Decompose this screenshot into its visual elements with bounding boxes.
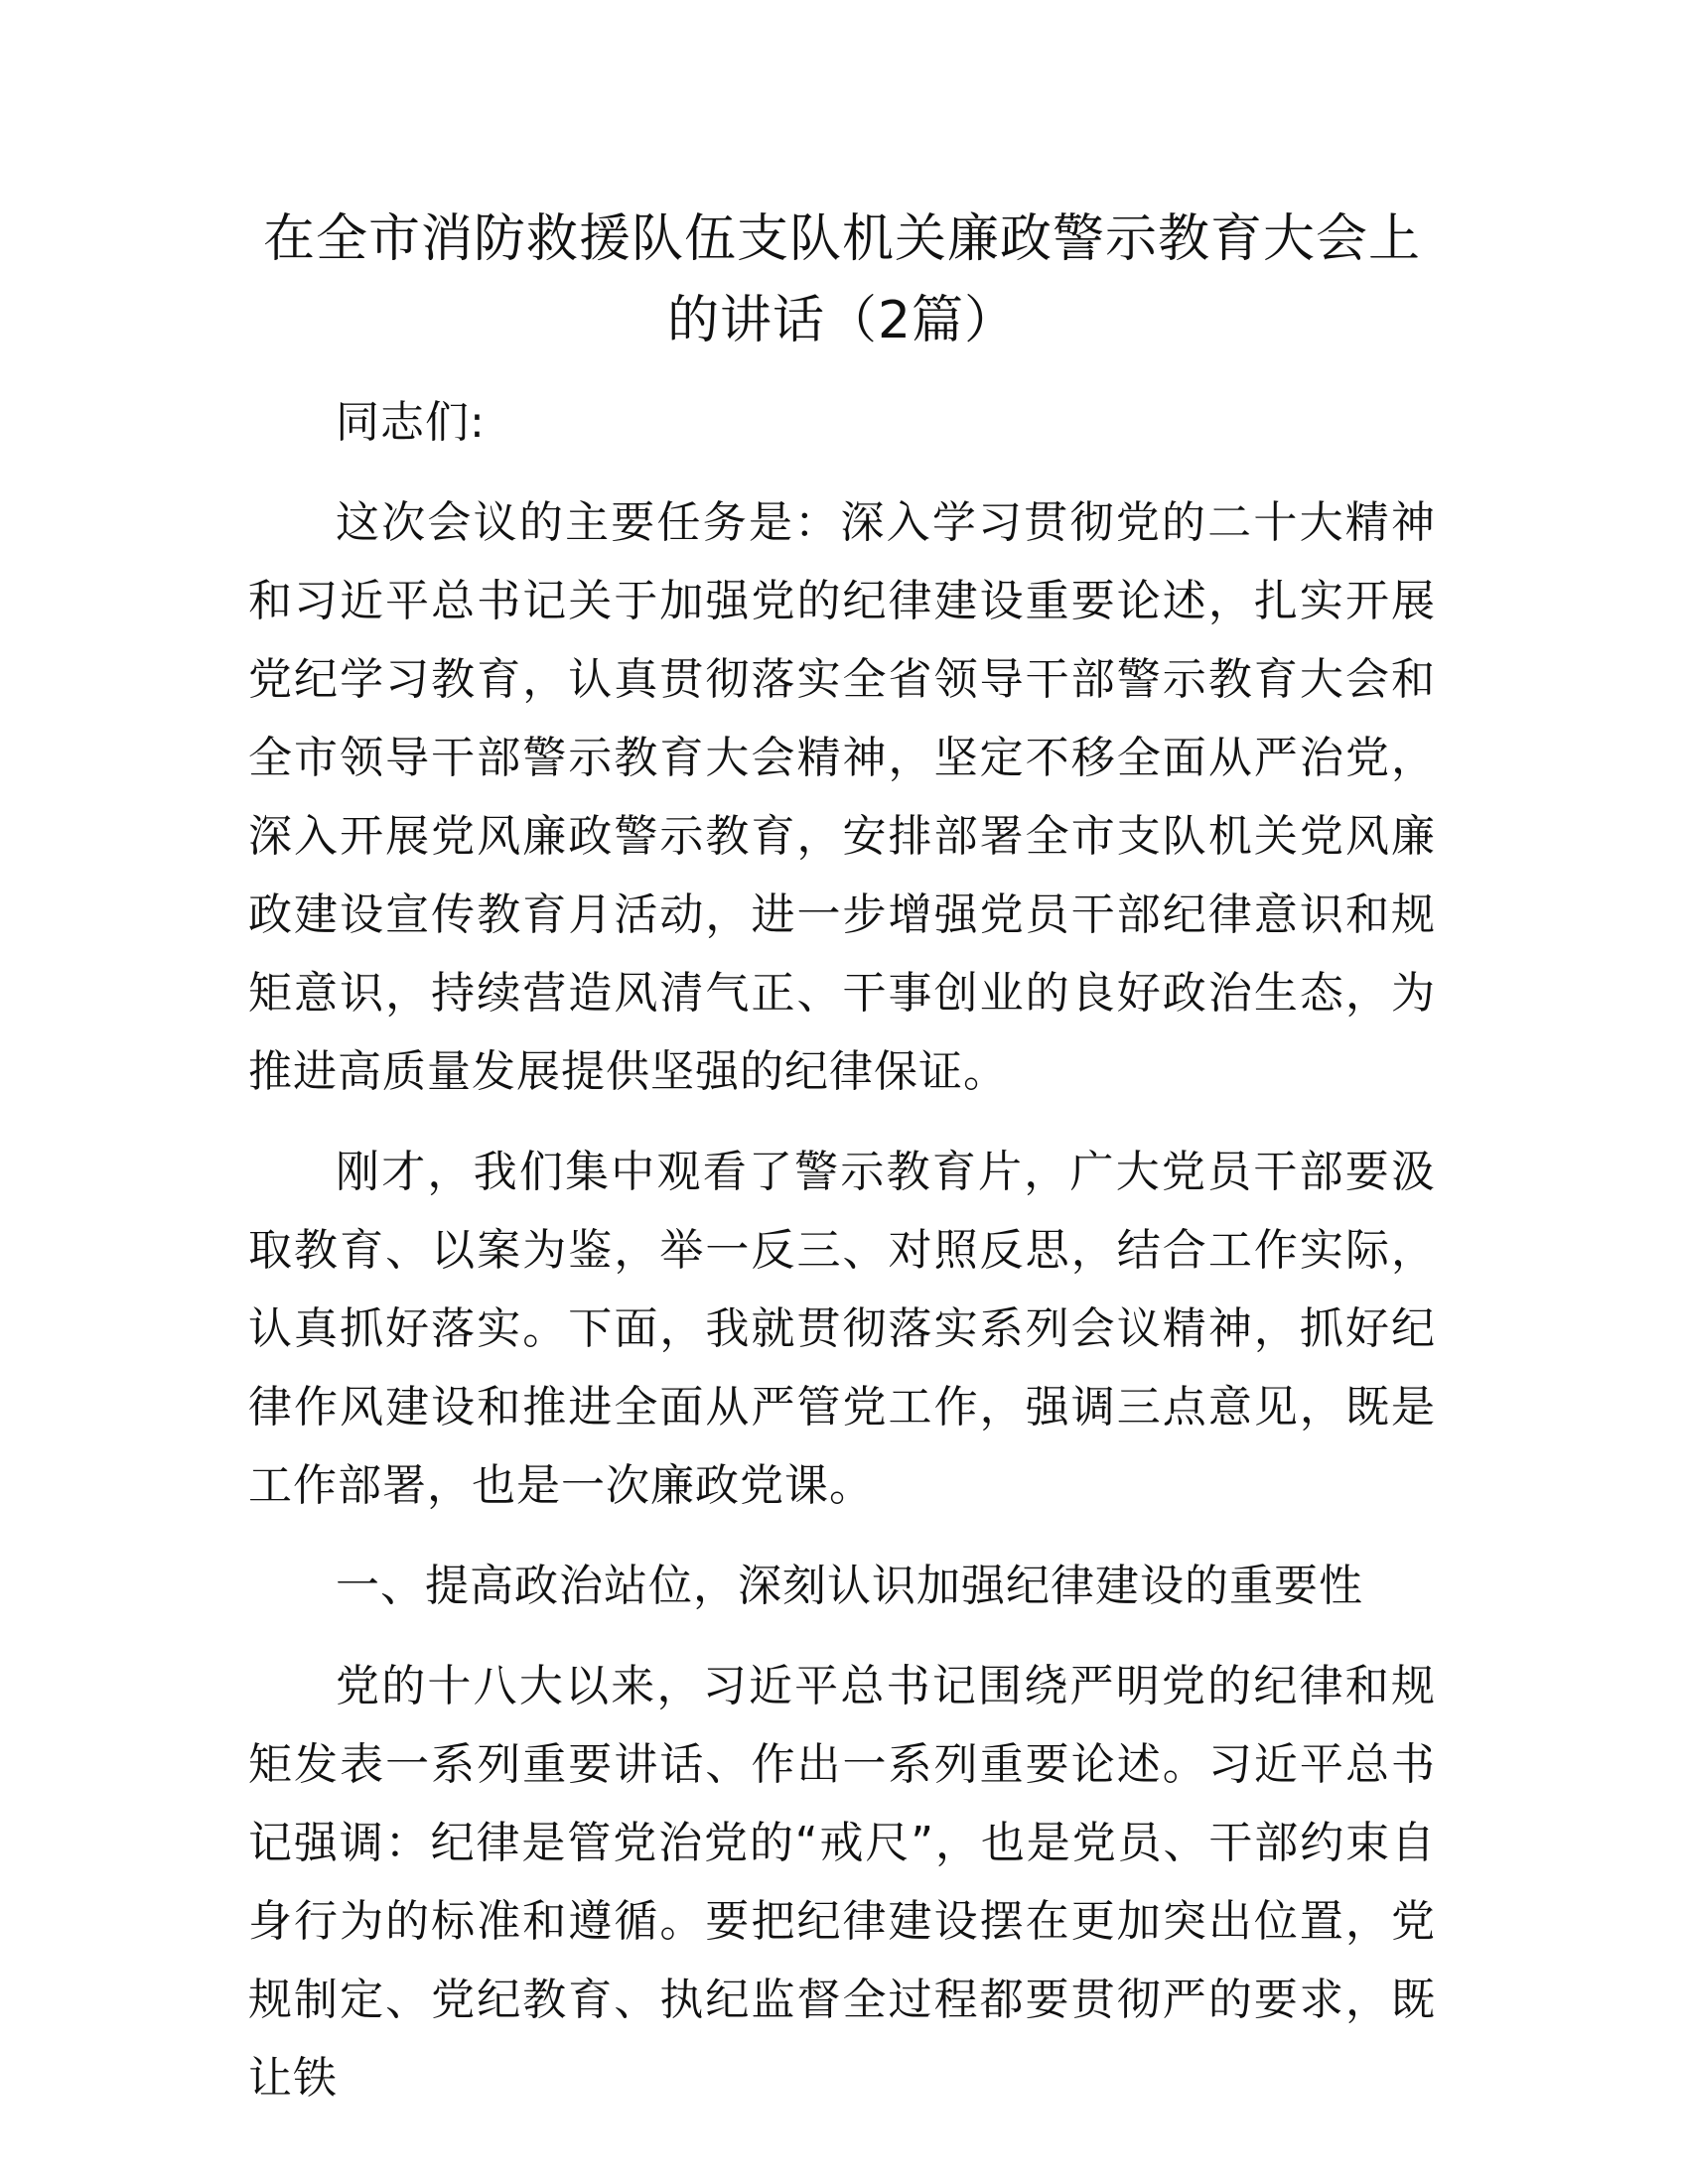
document-title: 在全市消防救援队伍支队机关廉政警示教育大会上的讲话（2篇） <box>262 209 1421 350</box>
paragraph-discipline: 党的十八大以来，习近平总书记围绕严明党的纪律和规矩发表一系列重要讲话、作出一系列重要论述。习近平总书记强调：纪律是管党治党的“戒尺”，也是党员、干部约束自身行为的标准和遵循。要把纪律建设摆在更加突出位置，党规制定、党纪教育、执纪监督全过程都要贯彻严的要求，既让铁 <box>248 1661 1436 2104</box>
salutation: 同志们: <box>336 397 486 448</box>
document-body <box>248 383 1436 2117</box>
section-heading-1: 一、提高政治站位，深刻认识加强纪律建设的重要性 <box>336 1561 1363 1611</box>
document-content <box>248 199 1436 2139</box>
paragraph-main-task: 这次会议的主要任务是：深入学习贯彻党的二十大精神和习近平总书记关于加强党的纪律建设重要论述，扎实开展党纪学习教育，认真贯彻落实全省领导干部警示教育大会和全市领导干部警示教育大会精神，坚定不移全面从严治党，深入开展党风廉政警示教育，安排部署全市支队机关党风廉政建设宣传教育月活动，进一步增强党员干部纪律意识和规矩意识，持续营造风清气正、干事创业的良好政治生态，为推进高质量发展提供坚强的纪律保证。 <box>248 497 1436 1097</box>
paragraph-warning-film: 刚才，我们集中观看了警示教育片，广大党员干部要汲取教育、以案为鉴，举一反三、对照反思，结合工作实际，认真抓好落实。下面，我就贯彻落实系列会议精神，抓好纪律作风建设和推进全面从严管党工作，强调三点意见，既是工作部署，也是一次廉政党课。 <box>248 1147 1436 1511</box>
